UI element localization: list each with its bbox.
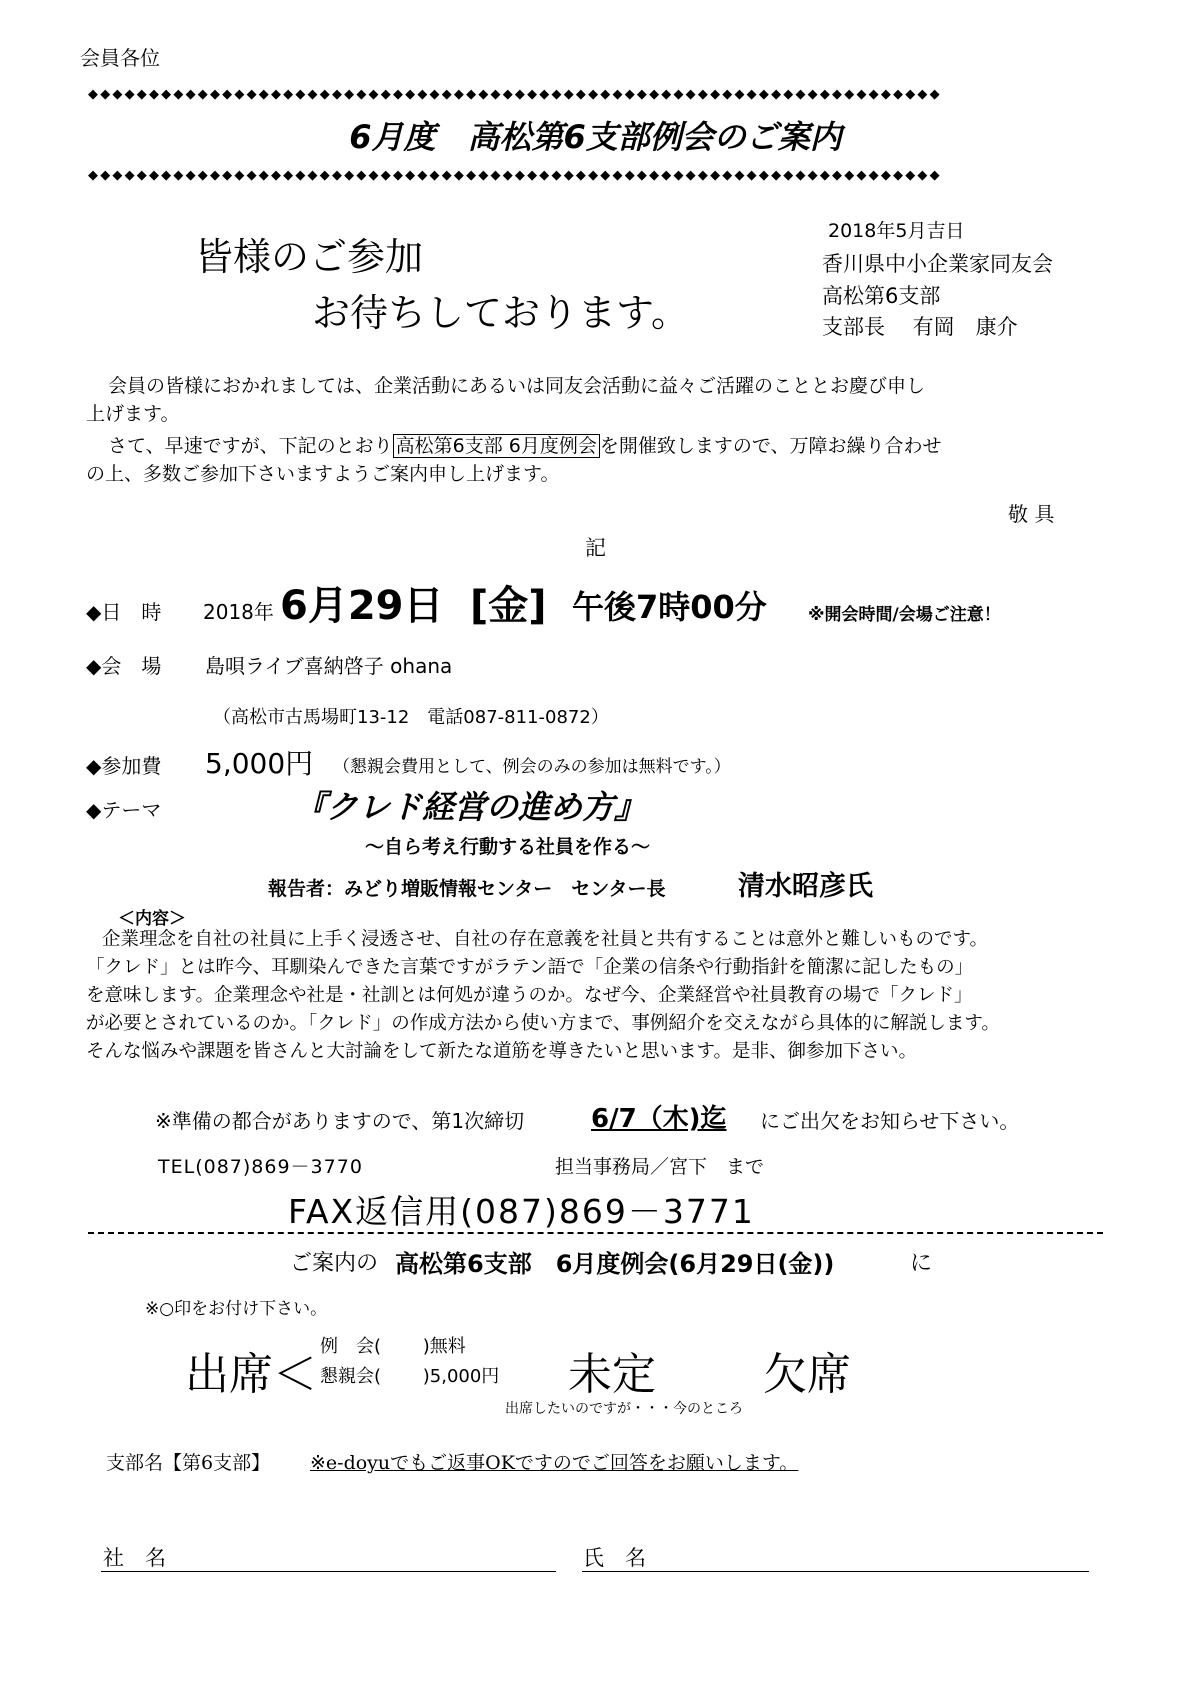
event-time: 午後7時00分 [572,588,767,626]
fee-amount: 5,000円 [205,747,314,780]
undecided-option[interactable]: 未定 [568,1349,656,1400]
reply-suffix: に [910,1251,933,1276]
body-paragraph-1-line-1: 会員の皆様におかれましては、企業活動にあるいは同友会活動に益々ご活躍のこととお慶び申し [108,375,926,397]
body-text-pre: さて、早速ですが、下記のとおり [108,435,393,457]
deadline-pre: ※準備の都合がありますので、第1次締切 [155,1109,525,1133]
attend-option[interactable]: 出席＜ [185,1349,317,1400]
edoyu-note: ※e-doyuでもご返事OKですのでご回答をお願いします。 [310,1452,799,1474]
body-text-post: を開催致しますので、万障お繰り合わせ [599,435,942,457]
name-field[interactable] [582,1571,1089,1572]
sender-chief: 支部長 有岡 康介 [822,315,1018,339]
fax-reply-number: FAX返信用(087)869－3771 [288,1192,755,1231]
greeting-line-2: お待ちしております。 [312,291,689,335]
body-paragraph-2-line-2: の上、多数ご参加下さいますようご案内申し上げます。 [86,463,560,485]
undecided-note: 出席したいのですが・・・今のところ [505,1401,743,1417]
sender-branch: 高松第6支部 [822,284,941,308]
venue-name: 島唄ライブ喜納啓子 ohana [205,654,453,678]
reporter-name: 清水昭彦氏 [738,871,873,902]
sender-date: 2018年5月吉日 [828,220,965,242]
event-name-box: 高松第6支部 6月度例会 [393,434,600,458]
reporter-prefix: 報告者：みどり増販情報センター センター長 [268,878,666,900]
theme-subtitle: ～自ら考え行動する社員を作る～ [365,836,651,858]
greeting-line-1: 皆様のご参加 [195,235,424,279]
name-label: 氏 名 [583,1546,646,1570]
datetime-label: ◆日 時 [86,600,162,624]
content-line-1: 企業理念を自社の社員に上手く浸透させ、自社の存在意義を社員と共有することは意外と難しいものです。 [102,929,988,950]
venue-label: ◆会 場 [86,654,162,678]
diamond-divider-bottom: ◆◆◆◆◆◆◆◆◆◆◆◆◆◆◆◆◆◆◆◆◆◆◆◆◆◆◆◆◆◆◆◆◆◆◆◆◆◆◆◆◆◆◆◆◆◆◆◆◆◆◆◆◆◆◆◆◆◆◆◆◆◆◆◆◆◆◆◆◆◆ [88,168,942,183]
company-field[interactable] [101,1571,556,1572]
body-paragraph-2-line-1 [108,432,941,460]
event-month-day: 6月29日 [280,583,444,629]
event-weekday: [金] [470,583,547,629]
contact-tel: TEL(087)869－3770 [158,1156,363,1178]
company-label: 社 名 [103,1546,166,1570]
datetime-note: ※開会時間/会場ご注意！ [808,605,1001,625]
closing-keigu: 敬 具 [1008,502,1055,526]
event-year: 2018年 [203,600,274,624]
venue-address: （高松市古馬場町13-12 電話087-811-0872） [213,707,609,728]
addressee: 会員各位 [80,46,160,70]
body-paragraph-1-line-2: 上げます。 [86,403,180,425]
content-line-3: を意味します。企業理念や社是・社訓とは何処が違うのか。なぜ今、企業経営や社員教育の場で「クレド」 [86,985,973,1006]
contact-office: 担当事務局／宮下 まで [555,1156,765,1178]
page-title: 6月度 高松第6支部例会のご案内 [349,118,842,156]
cut-line [88,1232,1103,1234]
meeting-option[interactable]: 例 会( )無料 [320,1336,466,1357]
fee-note: （懇親会費用として、例会のみの参加は無料です。） [333,757,731,777]
reply-instruction: ※○印をお付け下さい。 [145,1299,328,1319]
fee-label: ◆参加費 [86,754,162,778]
sender-org: 香川県中小企業家同友会 [822,252,1053,276]
diamond-divider-top: ◆◆◆◆◆◆◆◆◆◆◆◆◆◆◆◆◆◆◆◆◆◆◆◆◆◆◆◆◆◆◆◆◆◆◆◆◆◆◆◆◆◆◆◆◆◆◆◆◆◆◆◆◆◆◆◆◆◆◆◆◆◆◆◆◆◆◆◆◆◆ [88,87,942,102]
theme-title: 『クレド経営の進め方』 [294,788,647,826]
party-option[interactable]: 懇親会( )5,000円 [320,1366,500,1387]
deadline-post: にご出欠をお知らせ下さい。 [760,1109,1020,1133]
reply-event: 高松第6支部 6月度例会(6月29日(金)) [395,1250,835,1278]
content-heading: ＜内容＞ [118,909,186,929]
theme-label: ◆テーマ [86,798,162,822]
content-line-4: が必要とされているのか。「クレド」の作成方法から使い方まで、事例紹介を交えながら具体的に解説します。 [86,1013,1000,1034]
absent-option[interactable]: 欠席 [763,1349,851,1400]
deadline-date: 6/7（木)迄 [591,1104,727,1134]
content-line-5: そんな悩みや課題を皆さんと大討論をして新たな道筋を導きたいと思います。是非、御参加下さい。 [86,1041,918,1062]
branch-label: 支部名【第6支部】 [106,1452,271,1474]
ki-heading: 記 [585,536,606,560]
reply-prefix: ご案内の [290,1251,379,1276]
content-line-2: 「クレド」とは昨今、耳馴染んできた言葉ですがラテン語で「企業の信条や行動指針を簡潔に記したもの」 [86,957,974,978]
